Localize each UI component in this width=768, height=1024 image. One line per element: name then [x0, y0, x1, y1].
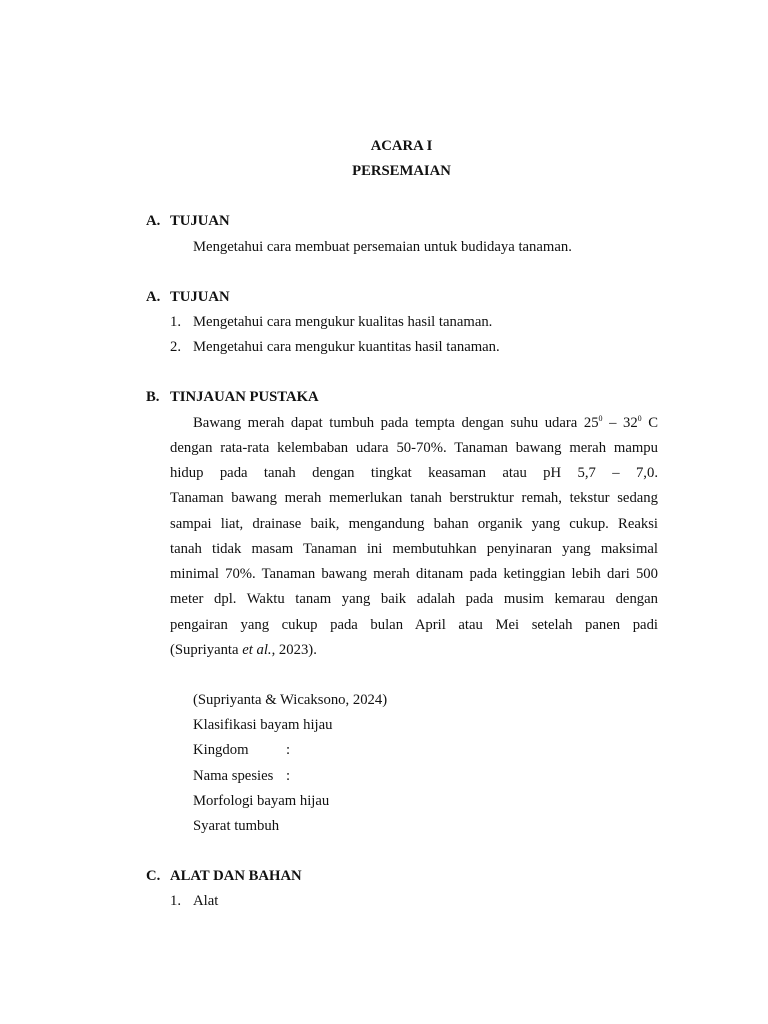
spesies-label: Nama spesies: [193, 768, 274, 784]
morfologi-label: Morfologi bayam hijau: [193, 793, 330, 809]
section-b-letter: B.: [146, 389, 160, 405]
paragraph-line: hidup pada tanah dengan tingkat keasaman atau pH 5,7 – 7,0.: [170, 465, 658, 481]
list-item-text: Mengetahui cara mengukur kuantitas hasil tanaman.: [193, 339, 500, 355]
section-a2-letter: A.: [146, 289, 161, 305]
citation-text: , 2023).: [271, 642, 317, 658]
syarat-label: Syarat tumbuh: [193, 818, 280, 834]
degree-superscript: 0: [598, 414, 603, 423]
kingdom-colon: :: [286, 742, 291, 758]
list-item-text: Mengetahui cara mengukur kualitas hasil tanaman.: [193, 314, 493, 330]
citation-italic: et al.: [242, 642, 272, 658]
section-b-heading: [146, 389, 319, 406]
paragraph-line: tanah tidak masam Tanaman ini membutuhkan penyinaran yang maksimal: [170, 541, 658, 557]
paragraph-line: sampai liat, drainase baik, mengandung bahan organik yang cukup. Reaksi: [170, 516, 658, 532]
reference-citation: (Supriyanta & Wicaksono, 2024): [193, 692, 388, 708]
paragraph-line: meter dpl. Waktu tanam yang baik adalah pada musim kemarau dengan: [170, 591, 658, 607]
section-c-letter: C.: [146, 868, 161, 884]
degree-superscript: 0: [637, 414, 642, 423]
paragraph-line-text: Bawang merah dapat tumbuh pada tempta dengan suhu udara 25: [193, 415, 599, 431]
paragraph-line: minimal 70%. Tanaman bawang merah ditanam pada ketinggian lebih dari 500: [170, 566, 658, 582]
paragraph-line-text: C: [641, 415, 659, 431]
klasifikasi-label: Klasifikasi bayam hijau: [193, 717, 333, 733]
paragraph-line-text: – 32: [602, 415, 638, 431]
section-a2-title: TUJUAN: [170, 289, 230, 305]
list-item-text: Alat: [193, 893, 219, 909]
list-item-number: 2.: [170, 339, 182, 355]
paragraph-line: Tanaman bawang merah memerlukan tanah berstruktur remah, tekstur sedang: [170, 490, 658, 506]
section-b-title: TINJAUAN PUSTAKA: [170, 389, 319, 405]
paragraph-citation: [170, 642, 317, 659]
paragraph-line: dengan rata-rata kelembaban udara 50-70%. Tanaman bawang merah mampu: [170, 440, 658, 456]
section-c-title: ALAT DAN BAHAN: [170, 868, 302, 884]
kingdom-label: Kingdom: [193, 742, 249, 758]
chapter-subtitle: PERSEMAIAN: [352, 163, 451, 179]
spesies-colon: :: [286, 768, 291, 784]
paragraph-line: [193, 415, 658, 432]
citation-text: (Supriyanta: [170, 642, 243, 658]
section-a1-text: Mengetahui cara membuat persemaian untuk budidaya tanaman.: [193, 239, 572, 255]
section-c-heading: [146, 868, 302, 885]
section-a1-letter: A.: [146, 213, 161, 229]
section-a2-heading: [146, 289, 230, 306]
section-a1-title: TUJUAN: [170, 213, 230, 229]
list-item-number: 1.: [170, 314, 182, 330]
paragraph-line: pengairan yang cukup pada bulan April atau Mei setelah panen padi: [170, 617, 658, 633]
section-a1-heading: [146, 213, 230, 230]
list-item-number: 1.: [170, 893, 182, 909]
chapter-title: ACARA I: [370, 138, 433, 154]
